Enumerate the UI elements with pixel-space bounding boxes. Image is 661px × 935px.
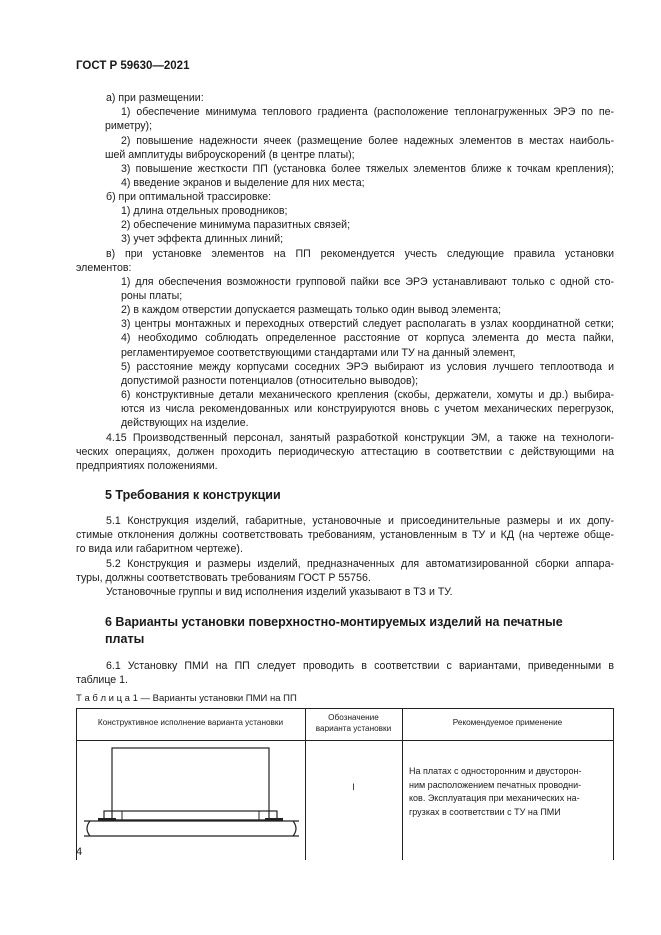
- component-leads: [104, 811, 277, 820]
- column-header-designation: [305, 713, 402, 734]
- column-header-construction: Конструктивное исполнение варианта установки: [97, 718, 284, 727]
- table-caption: Т а б л и ц а 1 — Варианты установки ПМИ на ПП: [76, 693, 297, 704]
- section-6-heading-line2: платы: [105, 632, 145, 646]
- paragraph-line: Установочные группы и вид исполнения изделий указывают в ТЗ и ТУ.: [106, 586, 453, 598]
- list-item: 3) учет эффекта длинных линий;: [121, 233, 284, 245]
- section-6-heading-line1: 6 Варианты установки поверхностно-монтируемых изделий на печатные: [105, 615, 563, 629]
- list-item: 2) обеспечение минимума паразитных связей;: [121, 219, 351, 231]
- variant-designation: I: [352, 782, 355, 792]
- usage-line: грузках в соответствии с ТУ на ПМИ: [409, 806, 561, 817]
- list-item: регламентируемое соответствующими стандартами или ТУ на данный элемент,: [121, 347, 516, 359]
- table-border: [402, 708, 403, 860]
- list-item: 1) длина отдельных проводников;: [121, 205, 288, 217]
- paragraph-line: стимые отклонения должны соответствовать требованиям, установленным в ТУ и КД (на чертеже обще-: [76, 529, 614, 541]
- column-header-usage: Рекомендуемое применение: [452, 718, 563, 727]
- list-item: элементов:: [76, 262, 132, 274]
- table-border: [613, 708, 614, 860]
- column-header-designation-line1: Обозначение: [328, 713, 379, 722]
- list-item: действующих на изделие.: [121, 417, 249, 429]
- list-item: 1) для обеспечения возможности групповой пайки все ЭРЭ устанавливают только с одной сто-: [121, 276, 614, 288]
- list-item: 6) конструктивные детали механического крепления (скобы, держатели, хомуты и др.) выбира-: [121, 389, 614, 401]
- list-item: ются из числа рекомендованных или конструируются вновь с учетом механических перегрузок,: [121, 403, 614, 415]
- section-5-heading: 5 Требования к конструкции: [105, 488, 281, 502]
- list-item: а) при размещении:: [106, 92, 204, 104]
- paragraph-line: 5.2 Конструкция и размеры изделий, предназначенных для автоматизированной сборки аппара-: [106, 558, 614, 570]
- list-item: 4) необходимо соблюдать определенное расстояние от корпуса элемента до места пайки,: [121, 332, 614, 344]
- page-number: 4: [76, 846, 83, 858]
- usage-line: На платах с односторонним и двусторон-: [409, 766, 582, 776]
- paragraph-line: предприятиях положениями.: [76, 460, 218, 472]
- column-header-designation-line2: варианта установки: [315, 723, 392, 733]
- paragraph-line: 5.1 Конструкция изделий, габаритные, установочные и присоединительные размеры и их допу-: [106, 515, 614, 527]
- list-item: 4) введение экранов и выделение для них места;: [121, 177, 365, 189]
- list-item: 2) повышение надежности ячеек (размещение более надежных элементов в местах наиболь-: [121, 135, 614, 147]
- paragraph-line: ческих операциях, должен проходить периодическую аттестацию в соответствии с действующими на: [76, 446, 614, 458]
- table-border: [76, 708, 77, 860]
- list-item: 3) центры монтажных и переходных отверстий следует располагать в узлах координатной сетки;: [121, 318, 614, 330]
- list-item: 5) расстояние между корпусами соседних ЭРЭ выбирают из условия лучшего теплоотвода и: [121, 361, 614, 373]
- section-6-heading: [105, 614, 563, 648]
- usage-line: ков. Эксплуатация при механических на-: [409, 793, 580, 804]
- document-header: ГОСТ Р 59630—2021: [76, 60, 190, 72]
- pcb-break-right: [293, 821, 296, 836]
- table-border: [76, 740, 614, 741]
- list-item: 1) обеспечение минимума теплового градиента (расположение теплонагруженных ЭРЭ по пе-: [121, 106, 614, 118]
- pcb-break-left: [87, 821, 90, 836]
- list-item: 3) повышение жесткости ПП (установка более тяжелых элементов ближе к точкам крепления);: [121, 163, 614, 175]
- paragraph-line: 4.15 Производственный персонал, занятый разработкой конструкции ЭМ, а также на технологи-: [106, 432, 614, 444]
- paragraph-line: таблице 1.: [76, 674, 128, 686]
- list-item: 2) в каждом отверстии допускается размещать только один вывод элемента;: [121, 304, 502, 316]
- list-item: б) при оптимальной трассировке:: [106, 191, 272, 203]
- installation-variant-drawing: [84, 744, 299, 854]
- list-item: роны платы;: [121, 290, 183, 302]
- list-item: допустимой разности потенциалов (относительно выводов);: [121, 375, 419, 387]
- table-border: [76, 708, 614, 709]
- paragraph-line: го вида или габаритном чертеже).: [76, 543, 243, 555]
- usage-line: ним расположением печатных проводни-: [409, 779, 582, 790]
- paragraph-line: 6.1 Установку ПМИ на ПП следует проводить в соответствии с вариантами, приведенными в: [106, 660, 614, 672]
- list-item: в) при установке элементов на ПП рекомендуется учесть следующие правила установки: [106, 248, 614, 260]
- component-body: [112, 748, 269, 820]
- list-item: шей амплитуды виброускорений (в центре платы);: [105, 149, 355, 161]
- list-item: риметру);: [105, 120, 153, 132]
- installation-variants-table: [76, 708, 614, 860]
- paragraph-line: туры, должны соответствовать требованиям ГОСТ Р 55756.: [76, 572, 371, 584]
- recommended-usage: [409, 765, 609, 819]
